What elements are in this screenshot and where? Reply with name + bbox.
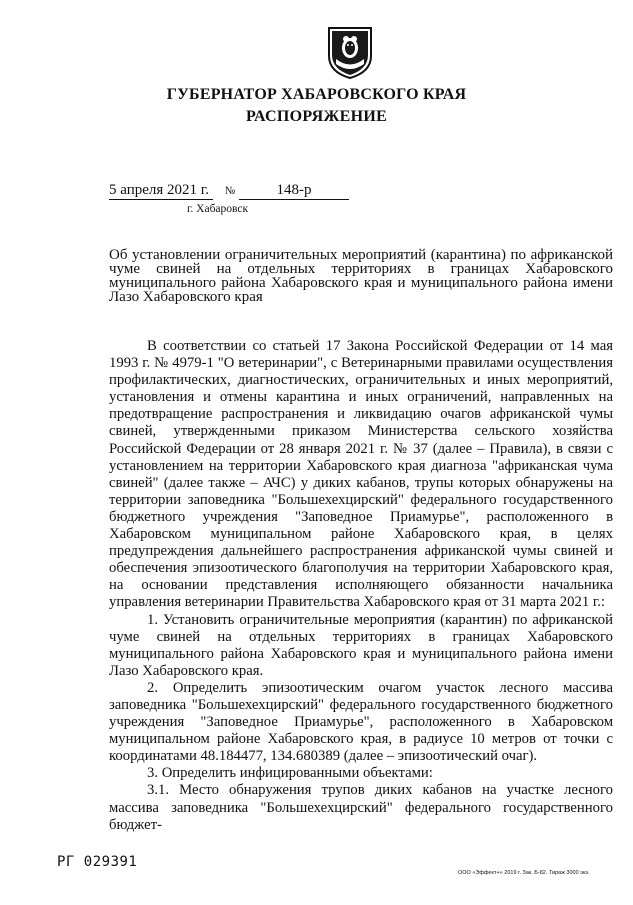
document-title: Об установлении ограничительных мероприятий (карантина) по африканской чуме свиней на отдельных территориях в границах Хабаровского муниципального района Хабаровского края и муниципального района имени Лазо Хабаровского края — [109, 247, 613, 305]
document-number: 148-р — [239, 182, 349, 200]
clause-3-1: 3.1. Место обнаружения трупов диких кабанов на участке лесного массива заповедника "Большехехцирский" федерального государственного бюджет- — [109, 782, 613, 833]
document-city: г. Хабаровск — [187, 203, 249, 215]
document-date: 5 апреля 2021 г. — [109, 182, 213, 200]
clause-3: 3. Определить инфицированными объектами: — [147, 765, 433, 782]
document-type: РАСПОРЯЖЕНИЕ — [245, 108, 388, 125]
date-number-line — [109, 182, 349, 200]
issuing-authority: ГУБЕРНАТОР ХАБАРОВСКОГО КРАЯ — [166, 86, 467, 103]
form-serial-number: РГ 029391 — [57, 854, 138, 870]
preamble-paragraph: В соответствии со статьей 17 Закона Российской Федерации от 14 мая 1993 г. № 4979-1 "О ветеринарии", с Ветеринарными правилами осуществления профилактических, диагностических, ограничительных и иных мероприятий, установления и отмены карантина и иных ограничений, направленных на предотвращение распространения и ликвидацию очагов африканской чумы свиней, утвержденными приказом Министерства сельского хозяйства Российской Федерации от 28 января 2021 г. № 37 (далее – Правила), в связи с установлением на территории Хабаровского края диагноза "африканская чума свиней" (далее также – АЧС) у диких кабанов, трупы которых обнаружены на территории заповедника "Большехехцирский" федерального государственного бюджетного учреждения "Заповедное Приамурье", расположенного в Хабаровском муниципальном районе Хабаровского края, в целях предупреждения дальнейшего распространения африканской чумы свиней и обеспечения эпизоотического благополучия на территории Хабаровского края, на основании представления исполняющего обязанности начальника управления ветеринарии Правительства Хабаровского края от 31 марта 2021 г.: — [109, 338, 613, 611]
clause-1: 1. Установить ограничительные мероприятия (карантин) по африканской чуме свиней на отдельных территориях в границах Хабаровского муниципального района Хабаровского края и муниципального района имени Лазо Хабаровского края. — [109, 611, 613, 679]
clause-2: 2. Определить эпизоотическим очагом участок лесного массива заповедника "Большехехцирский" федерального государственного бюджетного учреждения "Заповедное Приамурье", расположенного в Хабаровском муниципальном районе Хабаровского края, в радиусе 10 метров от точки с координатами 48.184477, 134.680389 (далее – эпизоотический очаг). — [109, 679, 613, 765]
number-sign: № — [224, 185, 236, 197]
printer-imprint: ООО «Эффект+» 2019 г. Зак. Б-82. Тираж 3000 экз. — [458, 870, 590, 876]
coat-of-arms-icon — [327, 26, 373, 80]
document-body — [109, 338, 613, 834]
